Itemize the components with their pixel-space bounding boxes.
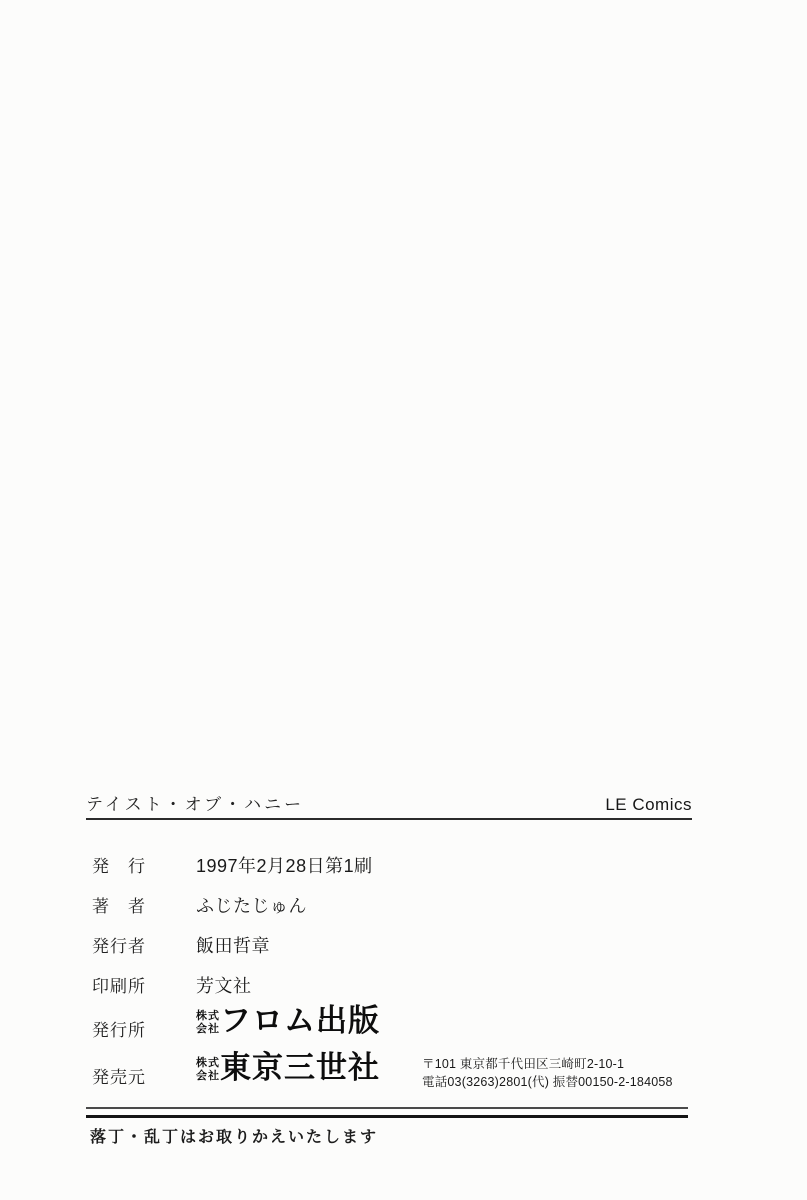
imprint-label: LE Comics	[605, 795, 692, 814]
row-label: 発売元	[92, 1068, 146, 1087]
title-rule-row	[86, 792, 692, 820]
row-label: 著 者	[92, 897, 146, 916]
row-label: 発 行	[92, 857, 146, 876]
publisher-address	[422, 1055, 673, 1091]
colophon-row-publishing-house	[92, 1004, 380, 1041]
company-name: 東京三世社	[220, 1050, 380, 1085]
company-prefix-line1: 株式	[196, 1057, 220, 1069]
separator-rule-thin	[86, 1107, 688, 1109]
company-prefix	[196, 1004, 220, 1035]
colophon-row-author	[92, 892, 307, 918]
row-value	[196, 1051, 380, 1085]
company-prefix-line2: 会社	[196, 1022, 220, 1035]
separator-rule-thick	[86, 1115, 688, 1118]
colophon-row-publisher-person	[92, 932, 270, 958]
row-value: 飯田哲章	[196, 936, 270, 956]
colophon-row-distributor	[92, 1051, 698, 1088]
colophon-row-publication	[92, 852, 373, 878]
row-label: 発行所	[92, 1021, 146, 1040]
row-value	[196, 1004, 380, 1038]
address-line: 〒101 東京都千代田区三崎町2-10-1	[422, 1057, 625, 1071]
row-label: 発行者	[92, 937, 146, 956]
company-prefix	[196, 1051, 220, 1082]
replacement-notice: 落丁・乱丁はお取りかえいたします	[90, 1129, 379, 1146]
row-value: ふじたじゅん	[196, 896, 307, 916]
company-name: フロム出版	[220, 1003, 380, 1038]
company-prefix-line1: 株式	[196, 1010, 220, 1022]
book-title: テイスト・オブ・ハニー	[86, 795, 305, 814]
colophon-row-printer	[92, 972, 252, 998]
address-line: 電話03(3263)2801(代) 振替00150-2-184058	[422, 1075, 673, 1089]
company-prefix-line2: 会社	[196, 1069, 220, 1082]
row-value: 芳文社	[196, 976, 252, 996]
row-label: 印刷所	[92, 977, 146, 996]
row-value: 1997年2月28日第1刷	[196, 856, 373, 876]
